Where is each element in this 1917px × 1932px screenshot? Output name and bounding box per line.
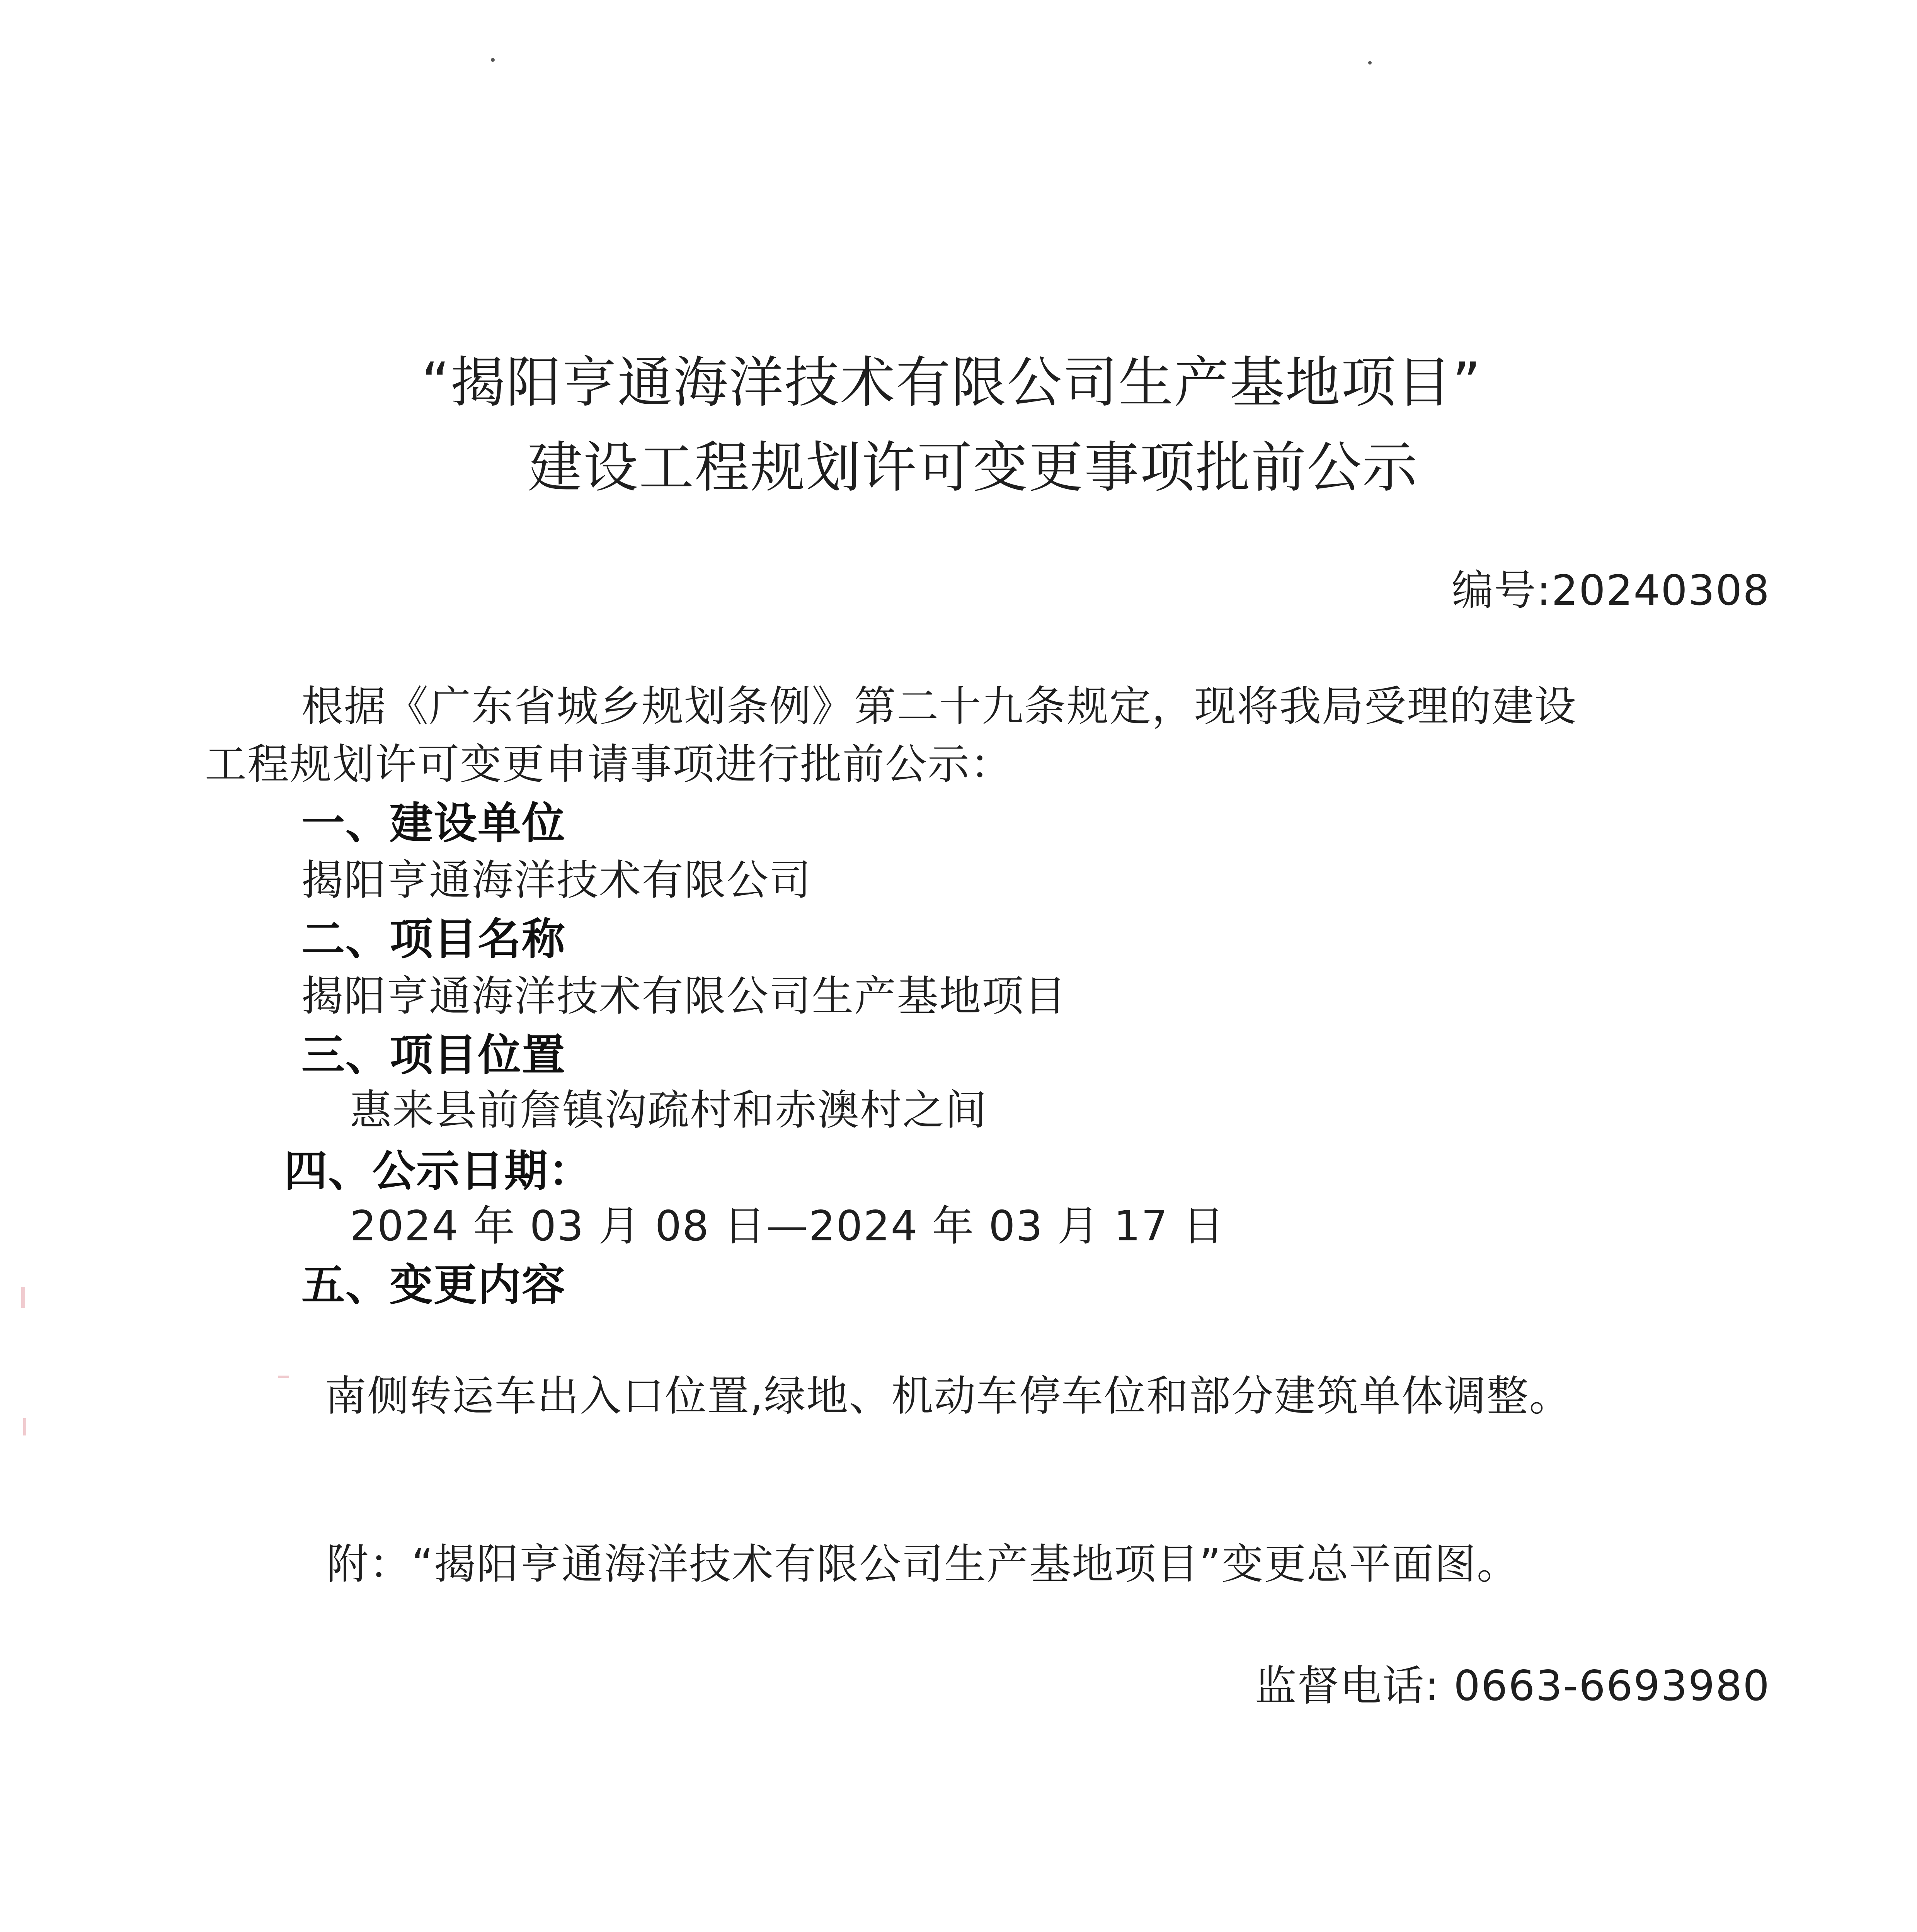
- section-content-project-name: 揭阳亨通海洋技术有限公司生产基地项目: [301, 972, 1067, 1020]
- scan-speck: [491, 58, 495, 62]
- attachment-note: 附：“揭阳亨通海洋技术有限公司生产基地项目”变更总平面图。: [327, 1540, 1519, 1588]
- section-heading-notice-period: 四、公示日期：: [284, 1146, 592, 1196]
- section-heading-project-name: 二、项目名称: [301, 914, 566, 964]
- stamp-bleed-mark: [278, 1376, 289, 1378]
- section-heading-construction-unit: 一、建设单位: [301, 798, 566, 849]
- stamp-bleed-mark: [21, 1287, 25, 1308]
- intro-line-1: 根据《广东省城乡规划条例》第二十九条规定，现将我局受理的建设: [301, 682, 1577, 731]
- section-heading-project-location: 三、项目位置: [301, 1030, 566, 1080]
- intro-line-2: 工程规划许可变更申请事项进行批前公示：: [205, 740, 1013, 789]
- section-content-change-content: 南侧转运车出入口位置,绿地、机动车停车位和部分建筑单体调整。: [325, 1372, 1572, 1420]
- section-content-construction-unit: 揭阳亨通海洋技术有限公司: [301, 856, 812, 905]
- section-heading-change-content: 五、变更内容: [301, 1260, 566, 1310]
- document-title-line-2: 建设工程规划许可变更事项批前公示: [528, 436, 1418, 500]
- supervision-hotline: 监督电话: 0663-6693980: [1255, 1662, 1770, 1710]
- document-title-line-1: “揭阳亨通海洋技术有限公司生产基地项目”: [421, 351, 1482, 415]
- section-content-project-location: 惠来县前詹镇沟疏村和赤澳村之间: [350, 1086, 988, 1134]
- section-content-notice-period: 2024 年 03 月 08 日—2024 年 03 月 17 日: [350, 1202, 1225, 1250]
- document-number: 编号:20240308: [1451, 566, 1770, 615]
- scan-speck: [1368, 61, 1372, 65]
- stamp-bleed-mark: [23, 1418, 26, 1435]
